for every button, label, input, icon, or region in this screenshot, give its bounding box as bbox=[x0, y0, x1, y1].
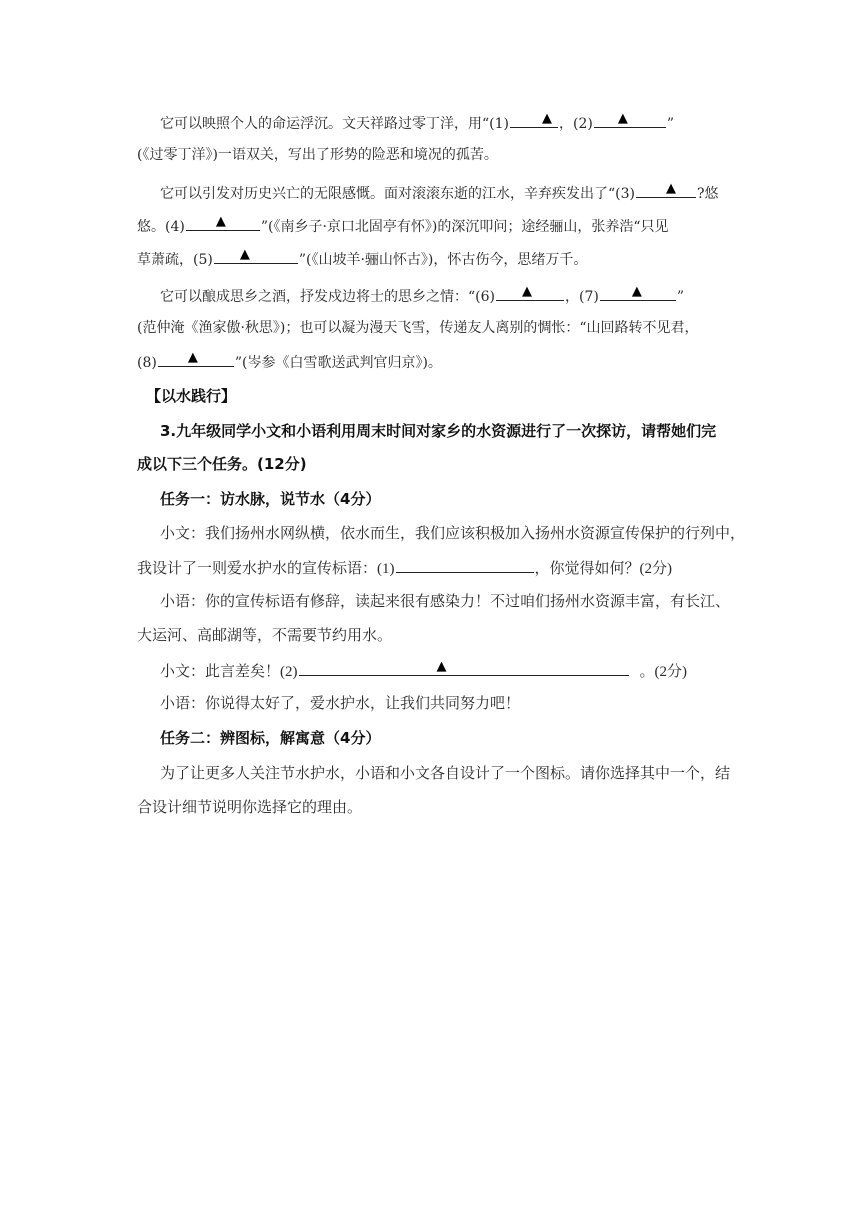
task-1-title: 任务一：访水脉，说节水（4分） bbox=[160, 490, 381, 508]
answer-blank-1[interactable] bbox=[396, 557, 534, 573]
poem-fill-line-5: 草萧疏，(5) ▲ ”(《山坡羊·骊山怀古》)，怀古伤今，思绪万千。 bbox=[137, 247, 588, 268]
poem-fill-line-4: 悠。(4) ▲ ”(《南乡子·京口北固亭有怀》)的深沉叩问；途经骊山，张养浩“只见 bbox=[137, 214, 669, 235]
task-1-dialog-5: 小文：此言差矣！(2) ▲ 。(2分) bbox=[160, 659, 687, 680]
blank-8[interactable]: ▲ bbox=[158, 351, 234, 367]
blank-5[interactable]: ▲ bbox=[214, 248, 298, 264]
poem-fill-line-3: 它可以引发对历史兴亡的无限感慨。面对滚滚东逝的江水，辛弃疾发出了“(3) ▲ ?悠 bbox=[160, 181, 719, 202]
blank-1[interactable]: ▲ bbox=[510, 112, 558, 128]
blank-3[interactable]: ▲ bbox=[636, 182, 696, 198]
task-2-instruction-1: 为了让更多人关注节水护水，小语和小文各自设计了一个图标。请你选择其中一个，结 bbox=[160, 766, 731, 782]
question-3-line-2: 成以下三个任务。(12分) bbox=[137, 455, 307, 473]
poem-fill-line-2: (《过零丁洋》)一语双关，写出了形势的险恶和境况的孤苦。 bbox=[137, 147, 498, 163]
answer-blank-2[interactable]: ▲ bbox=[299, 660, 629, 676]
poem-fill-line-8: (8) ▲ ”(岑参《白雪歌送武判官归京》)。 bbox=[137, 350, 442, 371]
poem-fill-line-1: 它可以映照个人的命运浮沉。文天祥路过零丁洋，用“(1) ▲ ，(2) ▲ ” bbox=[160, 111, 675, 132]
task-1-dialog-2: 我设计了一则爱水护水的宣传标语：(1) ，你觉得如何？(2分) bbox=[137, 557, 672, 579]
blank-2[interactable]: ▲ bbox=[594, 112, 666, 128]
task-1-dialog-1: 小文：我们扬州水网纵横，依水而生，我们应该积极加入扬州水资源宣传保护的行列中， bbox=[160, 526, 746, 542]
blank-7[interactable]: ▲ bbox=[600, 285, 676, 301]
question-3-line-1: 3.九年级同学小文和小语利用周末时间对家乡的水资源进行了一次探访，请帮她们完 bbox=[160, 422, 717, 440]
blank-4[interactable]: ▲ bbox=[186, 215, 260, 231]
poem-fill-line-6: 它可以酿成思乡之酒，抒发戍边将士的思乡之情：“(6) ▲ ，(7) ▲ ” bbox=[160, 284, 685, 305]
task-1-dialog-6: 小语：你说得太好了，爱水护水，让我们共同努力吧！ bbox=[160, 696, 521, 712]
task-1-dialog-3: 小语：你的宣传标语有修辞，读起来很有感染力！不过咱们扬州水资源丰富，有长江、 bbox=[160, 594, 731, 610]
blank-6[interactable]: ▲ bbox=[496, 285, 564, 301]
task-2-title: 任务二：辨图标，解寓意（4分） bbox=[160, 729, 381, 747]
poem-fill-line-7: (范仲淹《渔家傲·秋思》)；也可以凝为漫天飞雪，传递友人离别的惆怅：“山回路转不见君， bbox=[137, 320, 699, 336]
task-1-dialog-4: 大运河、高邮湖等，不需要节约用水。 bbox=[137, 628, 393, 644]
section-title: 【以水践行】 bbox=[146, 387, 237, 405]
task-2-instruction-2: 合设计细节说明你选择它的理由。 bbox=[137, 800, 363, 816]
